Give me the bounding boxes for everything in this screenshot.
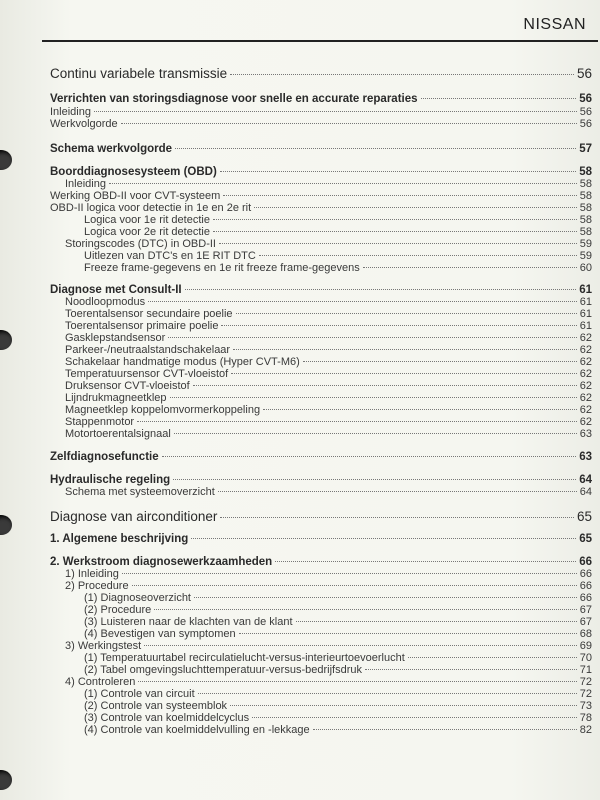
toc-entry-title: (4) Controle van koelmiddelvulling en -lekkage [84, 724, 310, 736]
toc-entry-title: Logica voor 1e rit detectie [84, 214, 210, 226]
toc-entry [50, 284, 592, 296]
toc-entry-page: 73 [579, 700, 592, 712]
toc-entry-page: 59 [579, 250, 592, 262]
toc-leader-dots [168, 337, 576, 338]
toc-entry-page: 78 [579, 712, 592, 724]
toc-leader-dots [363, 267, 577, 268]
toc-leader-dots [220, 517, 574, 518]
toc-entry [50, 486, 592, 498]
toc-entry-page: 64 [579, 474, 592, 486]
toc-entry [50, 66, 592, 81]
toc-entry-title: Continu variabele transmissie [50, 66, 228, 81]
toc-entry-page: 58 [579, 190, 592, 202]
toc-entry-page: 66 [579, 556, 592, 568]
toc-entry-page: 56 [576, 66, 592, 81]
toc-entry-title: Temperatuursensor CVT-vloeistof [65, 368, 229, 380]
toc-entry [50, 700, 592, 712]
toc-entry-title: OBD-II logica voor detectie in 1e en 2e rit [50, 202, 252, 214]
toc-entry-page: 68 [579, 628, 592, 640]
toc-entry-title: 2) Procedure [65, 580, 129, 592]
toc-entry-title: Hydraulische regeling [50, 474, 171, 486]
toc-entry-title: (1) Controle van circuit [84, 688, 195, 700]
toc-leader-dots [191, 538, 576, 539]
toc-entry-title: (2) Controle van systeemblok [84, 700, 228, 712]
toc-entry-title: Freeze frame-gegevens en 1e rit freeze frame-gegevens [84, 262, 360, 274]
toc-leader-dots [233, 349, 577, 350]
toc-entry-title: (2) Tabel omgevingsluchttemperatuur-versus-bedrijfsdruk [84, 664, 362, 676]
toc-leader-dots [230, 74, 574, 75]
toc-entry [50, 238, 592, 250]
toc-entry [50, 451, 592, 463]
toc-entry-page: 63 [579, 428, 592, 440]
toc-entry [50, 106, 592, 118]
toc-entry-page: 58 [579, 226, 592, 238]
toc-entry-page: 71 [579, 664, 592, 676]
toc-entry-title: 3) Werkingstest [65, 640, 142, 652]
toc-entry-page: 58 [579, 202, 592, 214]
toc-entry [50, 250, 592, 262]
toc-entry-title: 1. Algemene beschrijving [50, 533, 189, 545]
toc-entry-title: Stappenmotor [65, 416, 135, 428]
toc-entry-page: 66 [579, 568, 592, 580]
toc-entry-page: 62 [579, 404, 592, 416]
toc-leader-dots [170, 397, 577, 398]
toc-entry-title: Toerentalsensor secundaire poelie [65, 308, 233, 320]
toc-entry-page: 61 [579, 308, 592, 320]
toc-entry-page: 72 [579, 676, 592, 688]
toc-leader-dots [408, 657, 577, 658]
toc-entry-page: 70 [579, 652, 592, 664]
toc-entry-title: Werkvolgorde [50, 118, 118, 130]
toc-entry-page: 61 [579, 320, 592, 332]
toc-entry [50, 368, 592, 380]
toc-entry-page: 59 [579, 238, 592, 250]
toc-entry [50, 592, 592, 604]
toc-entry-title: (2) Procedure [84, 604, 152, 616]
toc-entry [50, 628, 592, 640]
toc-entry [50, 640, 592, 652]
toc-entry [50, 404, 592, 416]
toc-entry [50, 143, 592, 155]
toc-entry [50, 616, 592, 628]
toc-entry [50, 712, 592, 724]
toc-entry [50, 320, 592, 332]
toc-entry [50, 202, 592, 214]
toc-entry [50, 474, 592, 486]
toc-entry-page: 62 [579, 356, 592, 368]
toc-leader-dots [252, 717, 577, 718]
toc-entry-title: Magneetklep koppelomvormerkoppeling [65, 404, 261, 416]
toc-entry-title: 2. Werkstroom diagnosewerkzaamheden [50, 556, 273, 568]
toc-entry-page: 62 [579, 392, 592, 404]
toc-entry-title: Toerentalsensor primaire poelie [65, 320, 219, 332]
toc-entry-title: Gasklepstandsensor [65, 332, 166, 344]
toc-leader-dots [221, 325, 576, 326]
toc-entry-page: 62 [579, 368, 592, 380]
toc-entry [50, 509, 592, 524]
toc-leader-dots [109, 183, 577, 184]
toc-entry [50, 604, 592, 616]
toc-entry-page: 65 [579, 533, 592, 545]
toc-entry-title: Inleiding [65, 178, 106, 190]
toc-entry [50, 533, 592, 545]
toc-entry-title: (3) Luisteren naar de klachten van de klant [84, 616, 293, 628]
toc-entry [50, 178, 592, 190]
toc-entry-page: 58 [579, 214, 592, 226]
toc-entry [50, 262, 592, 274]
brand-logo: NISSAN [523, 16, 586, 33]
toc-entry-title: 1) Inleiding [65, 568, 119, 580]
toc-entry-title: Motortoerentalsignaal [65, 428, 171, 440]
toc-leader-dots [263, 409, 577, 410]
toc-entry-title: Storingscodes (DTC) in OBD-II [65, 238, 216, 250]
toc-entry-page: 62 [579, 380, 592, 392]
toc-entry-title: Schema met systeemoverzicht [65, 486, 215, 498]
toc-entry-title: (1) Diagnoseoverzicht [84, 592, 191, 604]
toc-entry-page: 66 [579, 592, 592, 604]
toc-entry-page: 64 [579, 486, 592, 498]
toc-leader-dots [236, 313, 577, 314]
toc-entry-title: Logica voor 2e rit detectie [84, 226, 210, 238]
header-rule [42, 40, 598, 42]
toc-leader-dots [154, 609, 576, 610]
toc-entry [50, 556, 592, 568]
toc-leader-dots [213, 231, 577, 232]
toc-entry-page: 65 [576, 509, 592, 524]
toc-entry-page: 56 [579, 93, 592, 105]
toc-entry [50, 308, 592, 320]
toc-leader-dots [185, 289, 577, 290]
toc-entry-title: Diagnose met Consult-II [50, 284, 182, 296]
toc-entry-page: 62 [579, 332, 592, 344]
toc-leader-dots [254, 207, 577, 208]
toc-leader-dots [296, 621, 577, 622]
toc-entry-page: 56 [579, 106, 592, 118]
toc-entry [50, 214, 592, 226]
toc-entry [50, 118, 592, 130]
toc-leader-dots [148, 301, 577, 302]
toc-leader-dots [259, 255, 577, 256]
binder-hole [0, 330, 12, 350]
toc-entry-page: 57 [579, 143, 592, 155]
toc-entry-title: Schakelaar handmatige modus (Hyper CVT-M6) [65, 356, 300, 368]
toc-leader-dots [275, 561, 576, 562]
toc-leader-dots [173, 479, 576, 480]
binder-hole [0, 515, 12, 535]
toc-entry [50, 416, 592, 428]
toc-entry-page: 56 [579, 118, 592, 130]
toc-entry-title: Noodloopmodus [65, 296, 146, 308]
toc-entry-page: 66 [579, 580, 592, 592]
toc-entry-page: 62 [579, 416, 592, 428]
toc-leader-dots [239, 633, 577, 634]
toc-entry-title: Diagnose van airconditioner [50, 509, 218, 524]
toc-entry-title: Parkeer-/neutraalstandschakelaar [65, 344, 231, 356]
toc-entry [50, 296, 592, 308]
toc-leader-dots [162, 456, 577, 457]
toc-entry-title: Schema werkvolgorde [50, 143, 173, 155]
toc-entry-title: Zelfdiagnosefunctie [50, 451, 159, 463]
toc-leader-dots [218, 491, 577, 492]
binder-hole [0, 150, 12, 170]
toc-entry [50, 380, 592, 392]
toc-entry [50, 392, 592, 404]
toc-entry [50, 226, 592, 238]
toc-leader-dots [220, 171, 576, 172]
toc-entry-page: 63 [579, 451, 592, 463]
toc-entry [50, 688, 592, 700]
toc-entry-page: 62 [579, 344, 592, 356]
toc-entry-page: 61 [579, 284, 592, 296]
toc-entry [50, 93, 592, 105]
toc-entry [50, 724, 592, 736]
toc-entry-title: Inleiding [50, 106, 91, 118]
toc-entry-title: Werking OBD-II voor CVT-systeem [50, 190, 221, 202]
toc-leader-dots [121, 123, 577, 124]
toc-leader-dots [230, 705, 577, 706]
toc-entry-title: Druksensor CVT-vloeistof [65, 380, 190, 392]
toc-entry [50, 568, 592, 580]
binder-hole [0, 770, 12, 790]
toc-leader-dots [175, 148, 576, 149]
toc-entry-title: Lijndrukmagneetklep [65, 392, 167, 404]
toc-entry-page: 58 [579, 178, 592, 190]
toc-entry [50, 580, 592, 592]
toc-entry [50, 676, 592, 688]
toc-leader-dots [193, 385, 577, 386]
toc-entry [50, 190, 592, 202]
toc-leader-dots [138, 681, 576, 682]
toc-leader-dots [132, 585, 577, 586]
toc-leader-dots [303, 361, 577, 362]
toc-entry-page: 82 [579, 724, 592, 736]
toc-leader-dots [421, 98, 577, 99]
toc-leader-dots [313, 729, 577, 730]
toc-entry [50, 652, 592, 664]
toc-leader-dots [213, 219, 577, 220]
toc-leader-dots [94, 111, 577, 112]
toc-leader-dots [174, 433, 577, 434]
toc-entry [50, 166, 592, 178]
toc-entry-title: 4) Controleren [65, 676, 136, 688]
toc-entry [50, 664, 592, 676]
toc-leader-dots [365, 669, 577, 670]
toc-leader-dots [122, 573, 577, 574]
toc-leader-dots [198, 693, 577, 694]
toc-entry-title: (3) Controle van koelmiddelcyclus [84, 712, 250, 724]
toc-leader-dots [223, 195, 576, 196]
toc-leader-dots [137, 421, 577, 422]
toc-leader-dots [231, 373, 577, 374]
toc-entry [50, 332, 592, 344]
toc-entry-title: Verrichten van storingsdiagnose voor snelle en accurate reparaties [50, 93, 418, 105]
toc-entry-page: 58 [579, 166, 592, 178]
toc-entry-page: 61 [579, 296, 592, 308]
toc-entry-page: 67 [579, 604, 592, 616]
toc-entry [50, 428, 592, 440]
toc-leader-dots [219, 243, 577, 244]
toc-leader-dots [194, 597, 577, 598]
toc-entry-title: Uitlezen van DTC's en 1E RIT DTC [84, 250, 256, 262]
toc-entry-title: Boorddiagnosesysteem (OBD) [50, 166, 217, 178]
toc-entry-title: (4) Bevestigen van symptomen [84, 628, 236, 640]
toc-entry-page: 72 [579, 688, 592, 700]
toc-entry [50, 344, 592, 356]
toc-entry [50, 356, 592, 368]
toc-entry-page: 60 [579, 262, 592, 274]
toc-leader-dots [144, 645, 577, 646]
toc-entry-title: (1) Temperatuurtabel recirculatielucht-versus-interieurtoevoerlucht [84, 652, 405, 664]
toc-entry-page: 67 [579, 616, 592, 628]
toc-entry-page: 69 [579, 640, 592, 652]
